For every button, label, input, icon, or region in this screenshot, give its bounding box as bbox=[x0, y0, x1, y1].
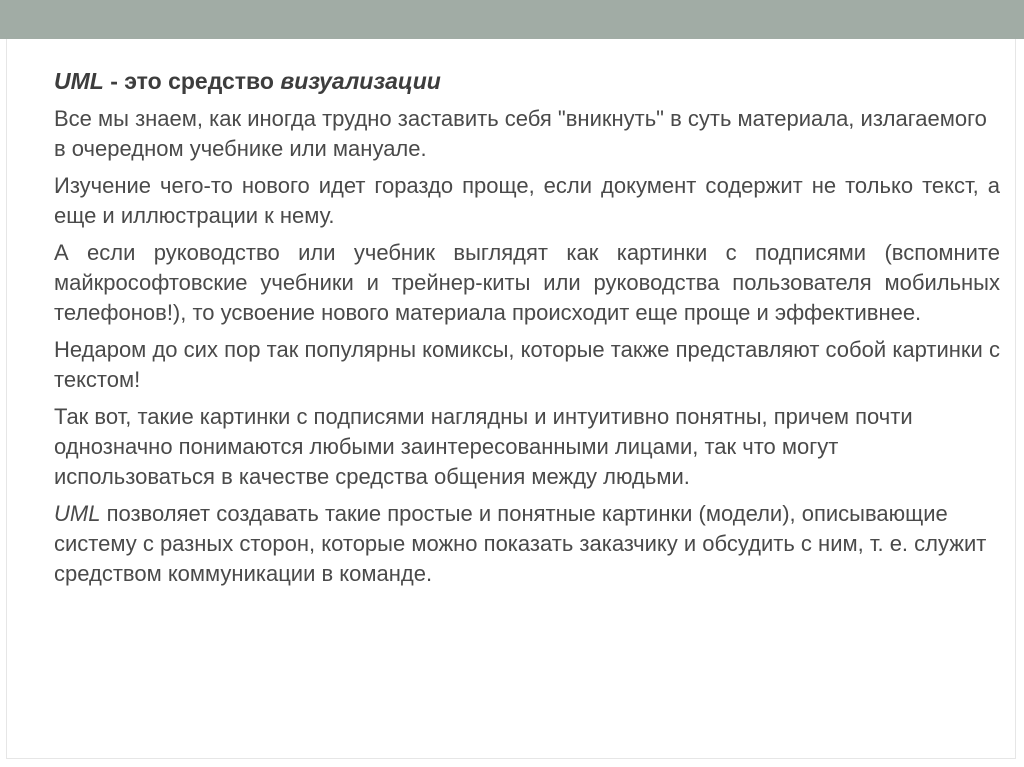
paragraph-1: Все мы знаем, как иногда трудно заставить себя "вникнуть" в суть материала, излагаемого в очередном учебнике или мануале. bbox=[54, 106, 987, 161]
paragraph-6 bbox=[54, 499, 1000, 589]
paragraph-4: Недаром до сих пор так популярны комиксы, которые также представляют собой картинки с текстом! bbox=[54, 337, 1000, 392]
uml-term: UML bbox=[54, 501, 101, 526]
paragraph-2: Изучение чего-то нового идет гораздо проще, если документ содержит не только текст, а еще и иллюстрации к нему. bbox=[54, 173, 1000, 228]
title-uml: UML bbox=[54, 68, 104, 94]
paragraph-5: Так вот, такие картинки с подписями наглядны и интуитивно понятны, причем почти однозначно понимаются любыми заинтересованными лицами, так что могут использоваться в качестве средства общения между людьми. bbox=[54, 404, 913, 489]
title-visualization: визуализации bbox=[280, 68, 441, 94]
slide-content bbox=[54, 66, 1000, 596]
top-decorative-bar bbox=[0, 0, 1024, 39]
title-middle: - это средство bbox=[103, 68, 281, 94]
paragraph-6-text: позволяет создавать такие простые и понятные картинки (модели), описывающие систему с разных сторон, которые можно показать заказчику и обсудить с ним, т. е. служит средством коммуникации в команде. bbox=[54, 501, 987, 586]
paragraph-3: А если руководство или учебник выглядят как картинки с подписями (вспомните майкрософтовские учебники и трейнер-киты или руководства пользователя мобильных телефонов!), то усвоение нового материала происходит еще проще и эффективнее. bbox=[54, 240, 1000, 325]
slide-title bbox=[54, 66, 1000, 96]
